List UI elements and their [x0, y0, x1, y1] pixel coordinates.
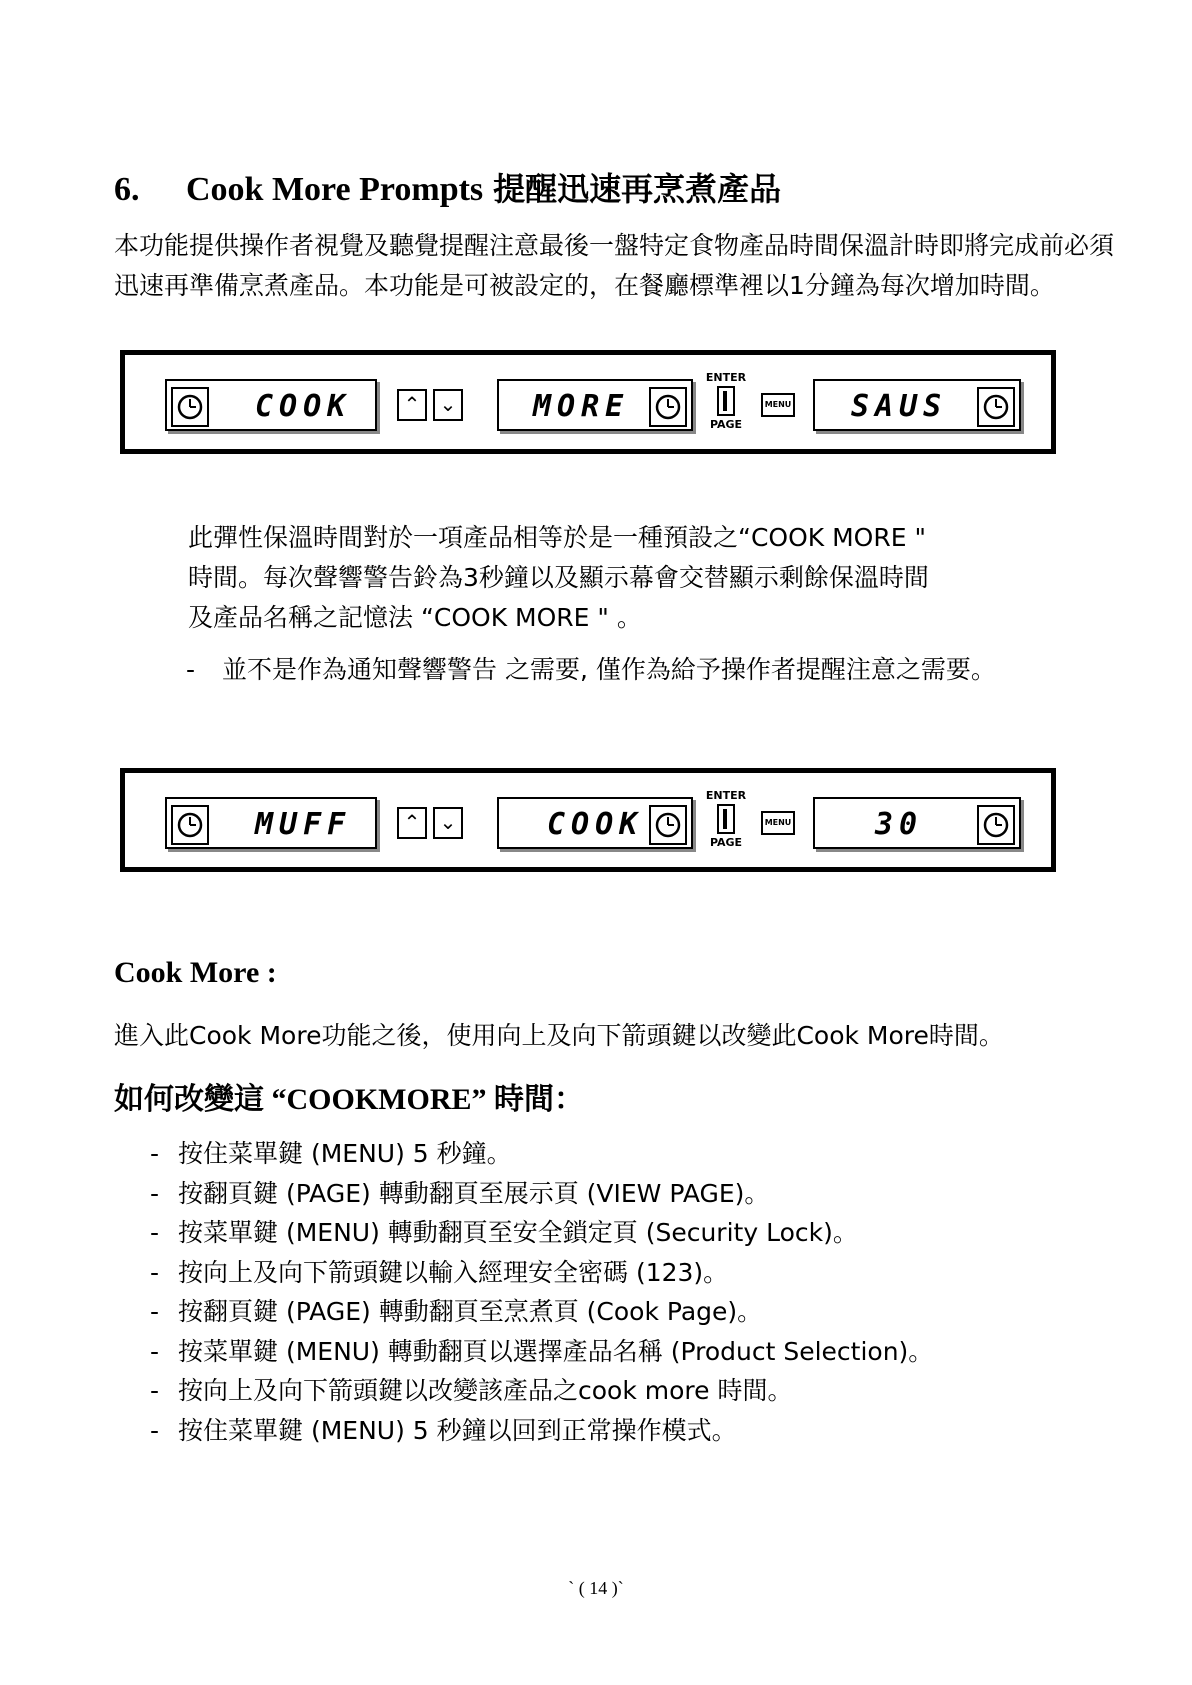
up-arrow-button[interactable]: ⌃ [397, 807, 427, 839]
left-display-text: COOK [255, 389, 352, 424]
step-text: 按住菜單鍵 (MENU) 5 秒鐘。 [178, 1139, 512, 1168]
list-item [150, 1411, 933, 1451]
dash: - [150, 1178, 160, 1208]
step-text: 按翻頁鍵 (PAGE) 轉動翻頁至展示頁 (VIEW PAGE)。 [178, 1178, 770, 1208]
step-text: 按菜單鍵 (MENU) 轉動翻頁以選擇產品名稱 (Product Selection)。 [178, 1336, 934, 1366]
dash: - [150, 1257, 160, 1287]
up-arrow-button[interactable]: ⌃ [397, 389, 427, 421]
enter-label: ENTER [705, 371, 747, 384]
menu-button[interactable]: MENU [761, 811, 795, 835]
step-text: 按向上及向下箭頭鍵以改變該產品之cook more 時間。 [178, 1376, 793, 1405]
note-block [188, 518, 1088, 638]
step-text: 按菜單鍵 (MENU) 轉動翻頁至安全鎖定頁 (Security Lock)。 [178, 1218, 858, 1247]
intro-paragraph: 本功能提供操作者視覺及聽覺提醒注意最後一盤特定食物產品時間保溫計時即將完成前必須迅速再準備烹煮產品。本功能是可被設定的，在餐廳標準裡以1分鐘為每次增加時間。 [114, 231, 1115, 300]
dash: - [150, 1415, 160, 1445]
clock-icon[interactable] [171, 805, 209, 845]
section-title-zh: 提醒迅速再烹煮產品 [493, 170, 782, 208]
dash: - [150, 1139, 160, 1168]
list-item [150, 1134, 933, 1174]
left-display [165, 379, 377, 431]
down-arrow-button[interactable]: ⌄ [433, 389, 463, 421]
how-to-heading [114, 1074, 584, 1118]
step-text: 按向上及向下箭頭鍵以輸入經理安全密碼 (123)。 [178, 1257, 729, 1287]
list-item [150, 1253, 933, 1293]
down-arrow-button[interactable]: ⌄ [433, 807, 463, 839]
clock-icon[interactable] [649, 805, 687, 845]
list-item [150, 1332, 933, 1372]
clock-icon[interactable] [171, 387, 209, 427]
enter-page-button[interactable] [705, 789, 747, 855]
clock-icon[interactable] [649, 387, 687, 427]
middle-display-text: MORE [533, 389, 630, 424]
right-display-text: 30 [875, 807, 924, 842]
right-display-text: SAUS [851, 389, 948, 424]
control-panel-2 [120, 768, 1056, 872]
right-display [813, 379, 1021, 431]
page-label: PAGE [709, 836, 743, 849]
list-item [150, 1371, 933, 1411]
page-number: ` ( 14 )` [568, 1578, 624, 1598]
note-line: 時間。每次聲響警告鈴為3秒鐘以及顯示幕會交替顯示剩餘保溫時間 [188, 563, 929, 592]
middle-display-text: COOK [547, 807, 644, 842]
list-item [150, 1213, 933, 1253]
enter-page-button[interactable] [705, 371, 747, 437]
how-to-heading-en: “COOKMORE” [271, 1083, 487, 1116]
section-title [114, 164, 781, 210]
cook-more-heading: Cook More : [114, 956, 277, 989]
control-panel-1 [120, 350, 1056, 454]
clock-icon[interactable] [977, 387, 1015, 427]
cook-more-description: 進入此Cook More功能之後，使用向上及向下箭頭鍵以改變此Cook More時間。 [114, 1021, 1004, 1050]
enter-label: ENTER [705, 789, 747, 802]
menu-button[interactable]: MENU [761, 393, 795, 417]
how-to-heading-tail: 時間： [494, 1082, 584, 1117]
enter-key-icon [717, 386, 735, 416]
how-to-heading-zh: 如何改變這 [114, 1082, 264, 1117]
middle-display [497, 379, 693, 431]
steps-list [150, 1134, 933, 1450]
left-display-text: MUFF [255, 807, 352, 842]
dash: - [150, 1218, 160, 1247]
section-title-en: Cook More Prompts [186, 171, 484, 208]
dash: - [150, 1336, 160, 1366]
dash: - [150, 1376, 160, 1405]
note-line: 及產品名稱之記憶法 “COOK MORE " 。 [188, 603, 642, 632]
middle-display [497, 797, 693, 849]
left-display [165, 797, 377, 849]
right-display [813, 797, 1021, 849]
clock-icon[interactable] [977, 805, 1015, 845]
dash: - [186, 655, 196, 684]
note-dash-text: 並不是作為通知聲響警告 之需要, 僅作為給予操作者提醒注意之需要。 [222, 655, 996, 684]
dash: - [150, 1297, 160, 1326]
note-dash-item [186, 650, 996, 686]
list-item [150, 1292, 933, 1332]
step-text: 按翻頁鍵 (PAGE) 轉動翻頁至烹煮頁 (Cook Page)。 [178, 1297, 763, 1326]
step-text: 按住菜單鍵 (MENU) 5 秒鐘以回到正常操作模式。 [178, 1415, 737, 1445]
page-label: PAGE [709, 418, 743, 431]
note-line: 此彈性保溫時間對於一項產品相等於是一種預設之“COOK MORE " [188, 523, 926, 552]
list-item [150, 1174, 933, 1214]
section-number: 6. [114, 171, 140, 208]
enter-key-icon [717, 804, 735, 834]
